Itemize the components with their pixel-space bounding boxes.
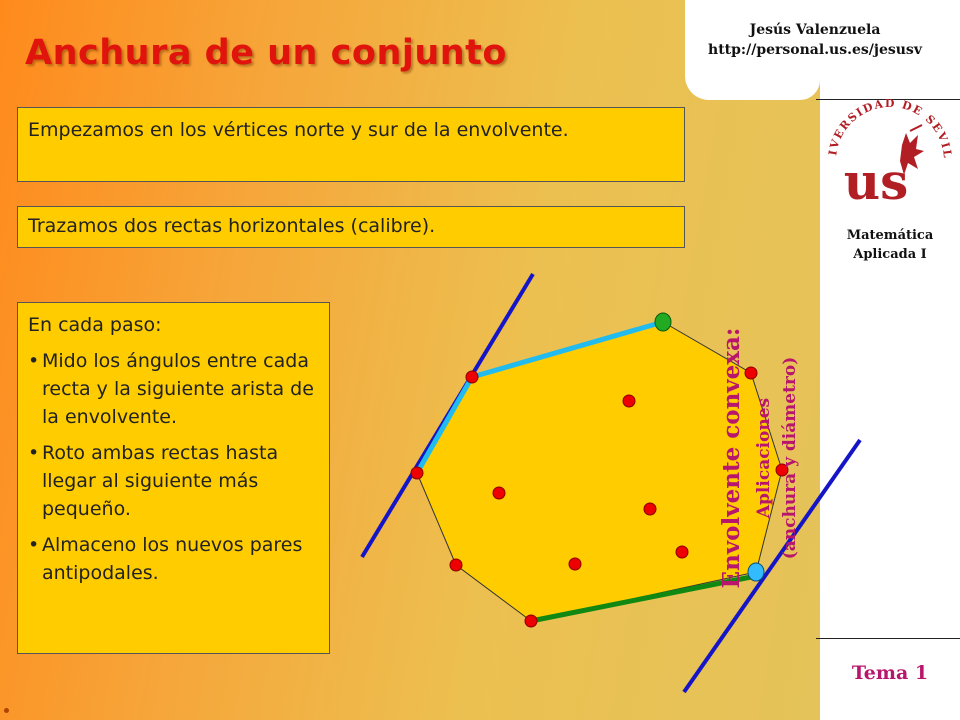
- section-detail: (anchura y diámetro): [780, 356, 800, 560]
- department-label: [820, 226, 960, 264]
- interior-point: [493, 487, 505, 499]
- hull-vertex-point: [411, 467, 423, 479]
- step-two-text: Trazamos dos rectas horizontales (calibre).: [28, 215, 436, 237]
- bullet-icon: •: [28, 350, 40, 372]
- north-vertex-point: [655, 313, 671, 331]
- author-name: Jesús Valenzuela: [749, 22, 881, 38]
- step-one-text: Empezamos en los vértices norte y sur de la envolvente.: [28, 119, 569, 141]
- algorithm-step-text: Mido los ángulos entre cada recta y la siguiente arista de la envolvente.: [42, 350, 314, 428]
- section-subtitle: Aplicaciones: [754, 397, 774, 519]
- bullet-icon: •: [28, 442, 40, 464]
- university-seal-icon: [820, 95, 960, 220]
- department-line: Aplicada I: [853, 247, 927, 262]
- algorithm-step-text: Roto ambas rectas hasta llegar al siguiente más pequeño.: [42, 442, 279, 520]
- interior-point: [569, 558, 581, 570]
- algorithm-intro: En cada paso:: [28, 314, 162, 336]
- university-logo: [820, 95, 960, 220]
- hull-vertex-point: [466, 371, 478, 383]
- department-line: Matemática: [846, 228, 934, 243]
- decorative-dot: [4, 708, 9, 713]
- seal-text: IVERSIDAD DE SEVIL: [826, 96, 955, 160]
- seal-monogram: us: [843, 152, 909, 211]
- interior-point: [676, 546, 688, 558]
- section-heading-vertical: [713, 318, 833, 598]
- author-url[interactable]: http://personal.us.es/jesusv: [708, 42, 922, 58]
- algorithm-step-text: Almaceno los nuevos pares antipodales.: [42, 534, 303, 584]
- svg-text:UNIVERSIDAD DE SEVILLA: [820, 95, 954, 160]
- bullet-icon: •: [28, 534, 40, 556]
- interior-point: [623, 395, 635, 407]
- topic-label: Tema 1: [851, 662, 929, 684]
- section-title: Envolvente convexa:: [718, 327, 745, 589]
- interior-point: [644, 503, 656, 515]
- slide-title: Anchura de un conjunto: [25, 33, 507, 73]
- hull-vertex-point: [450, 559, 462, 571]
- hull-vertex-point: [525, 615, 537, 627]
